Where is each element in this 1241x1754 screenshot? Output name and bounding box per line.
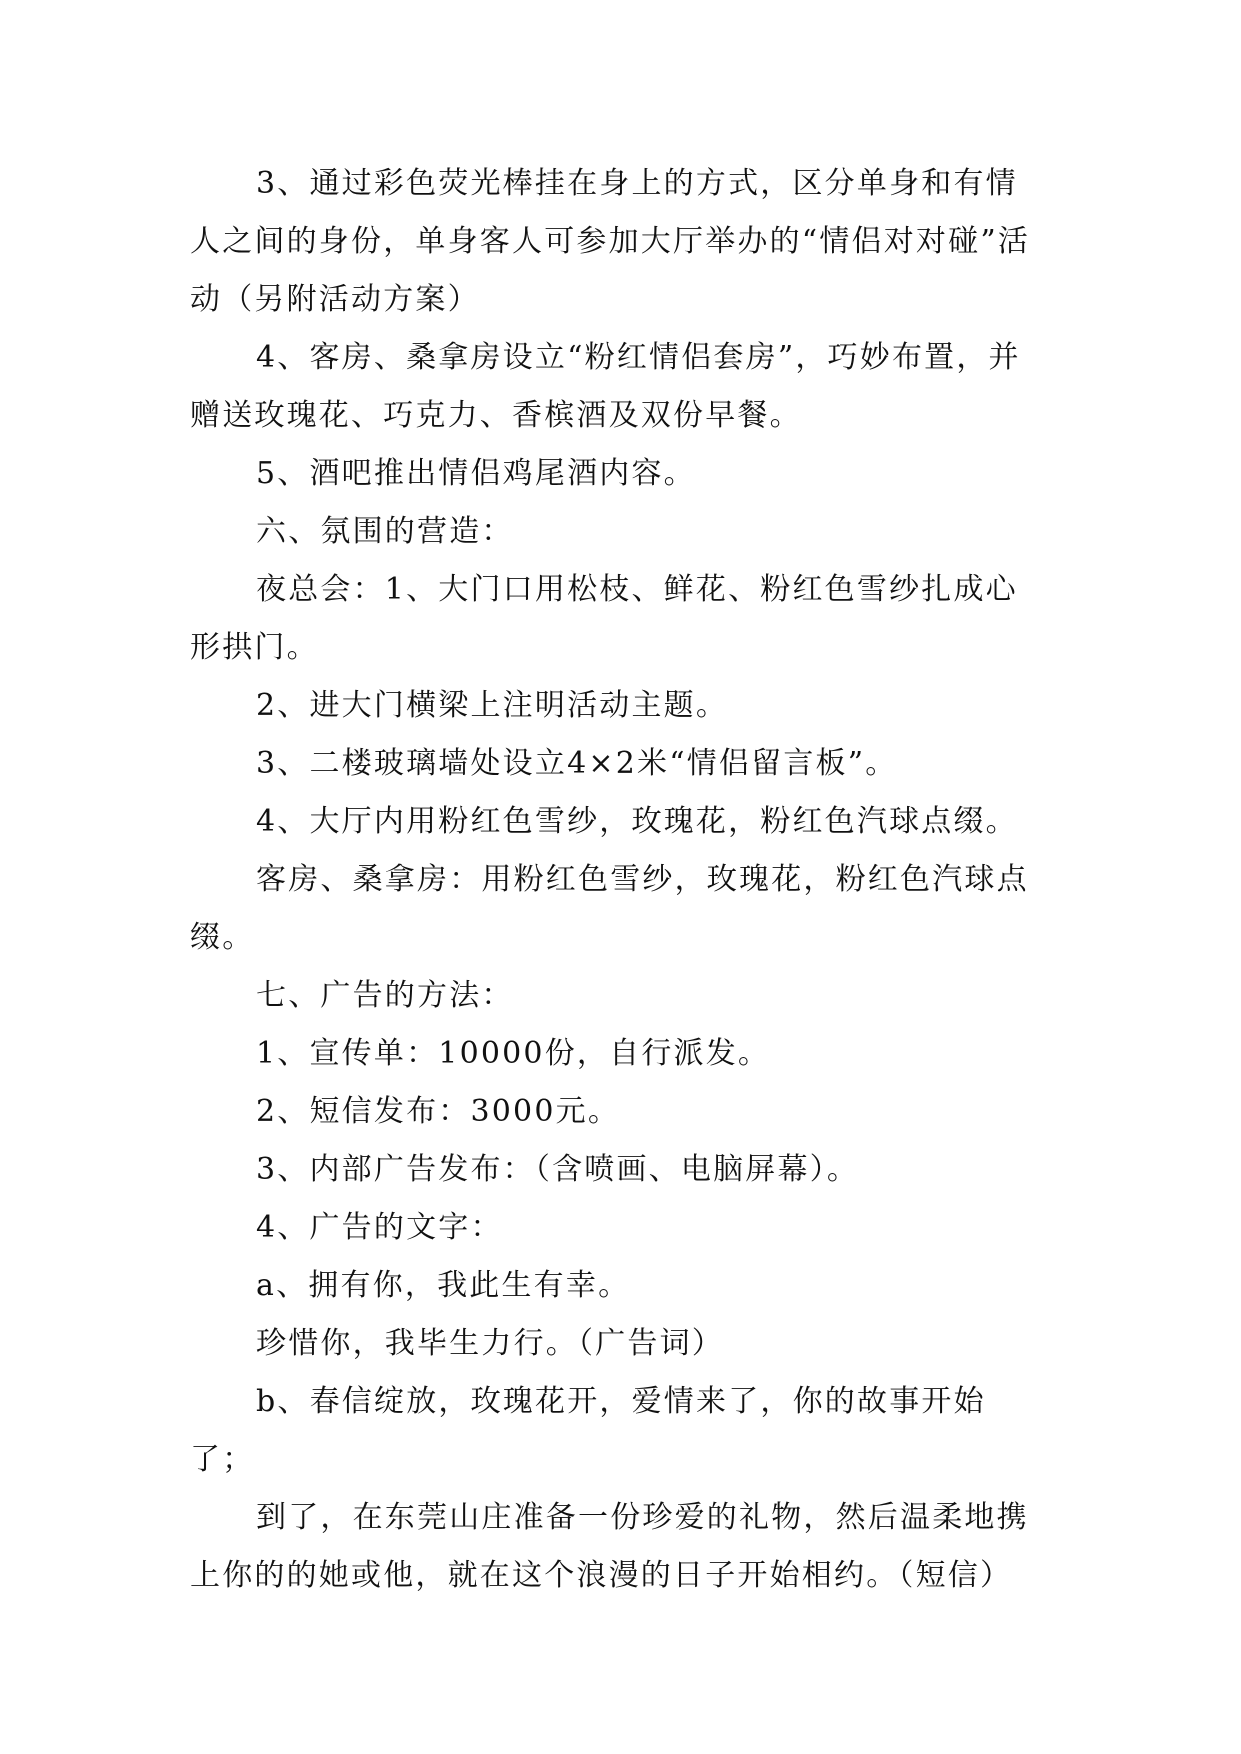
section-heading-atmosphere: 六、氛围的营造： — [256, 514, 514, 549]
paragraph-slogan-a-continued: 珍惜你，我毕生力行。（广告词） — [256, 1326, 724, 1361]
paragraph-slogan-b: b、春信绽放，玫瑰花开，爱情来了，你的故事开始了； — [190, 1384, 986, 1477]
paragraph-sms: 2、短信发布：3000元。 — [256, 1094, 621, 1129]
paragraph-message-board: 3、二楼玻璃墙处设立4×2米“情侣留言板”。 — [256, 746, 898, 781]
paragraph-nightclub-arch: 夜总会：1、大门口用松枝、鲜花、粉红色雪纱扎成心形拱门。 — [190, 572, 1018, 665]
paragraph-hall-decoration: 4、大厅内用粉红色雪纱，玫瑰花，粉红色汽球点缀。 — [256, 804, 1018, 839]
paragraph-pink-suite: 4、客房、桑拿房设立“粉红情侣套房”，巧妙布置，并赠送玫瑰花、巧克力、香槟酒及双份早餐。 — [190, 340, 1021, 433]
paragraph-internal-ads: 3、内部广告发布：（含喷画、电脑屏幕）。 — [256, 1152, 860, 1187]
paragraph-fluorescent-sticks: 3、通过彩色荧光棒挂在身上的方式，区分单身和有情人之间的身份，单身客人可参加大厅举办的“情侣对对碰”活动（另附活动方案） — [190, 166, 1031, 317]
section-heading-advertising: 七、广告的方法： — [256, 978, 514, 1013]
paragraph-bar-cocktail: 5、酒吧推出情侣鸡尾酒内容。 — [256, 456, 696, 491]
paragraph-slogan-b-continued: 到了，在东莞山庄准备一份珍爱的礼物，然后温柔地携上你的的她或他，就在这个浪漫的日子开始相约。（短信） — [190, 1500, 1029, 1593]
paragraph-theme-beam: 2、进大门横梁上注明活动主题。 — [256, 688, 729, 723]
paragraph-flyers: 1、宣传单：10000份，自行派发。 — [256, 1036, 771, 1071]
document-body — [190, 155, 1050, 1605]
paragraph-slogan-a: a、拥有你，我此生有幸。 — [256, 1268, 631, 1303]
paragraph-room-decoration: 客房、桑拿房：用粉红色雪纱，玫瑰花，粉红色汽球点缀。 — [190, 862, 1029, 955]
paragraph-ad-text-heading: 4、广告的文字： — [256, 1210, 503, 1245]
